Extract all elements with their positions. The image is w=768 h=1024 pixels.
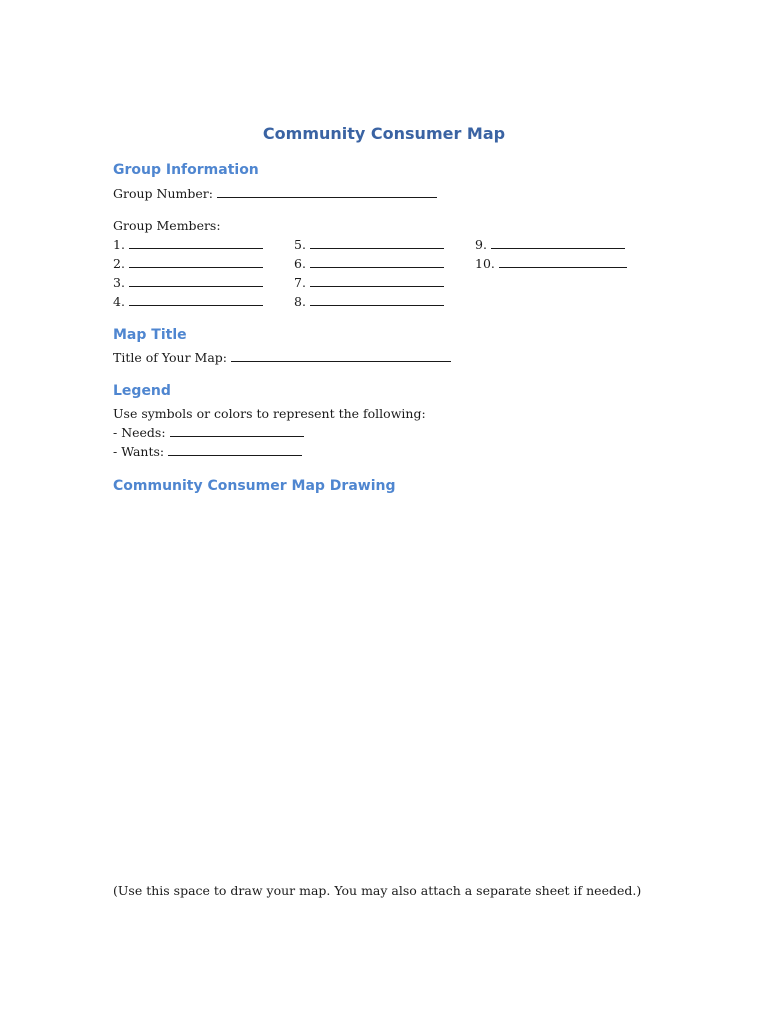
member-blank[interactable] — [129, 256, 263, 268]
map-drawing-heading: Community Consumer Map Drawing — [113, 478, 396, 494]
legend-instructions: Use symbols or colors to represent the following: — [113, 406, 426, 421]
drawing-note: (Use this space to draw your map. You may also attach a separate sheet if needed.) — [113, 883, 642, 898]
member-entry-7 — [294, 275, 444, 291]
needs-blank[interactable] — [170, 425, 304, 437]
member-entry-3 — [113, 275, 263, 291]
group-number-blank[interactable] — [217, 186, 437, 198]
member-blank[interactable] — [310, 256, 444, 268]
member-entry-1 — [113, 237, 263, 253]
member-blank[interactable] — [491, 237, 625, 249]
map-title-label: Title of Your Map: — [113, 350, 228, 365]
legend-wants-line — [113, 444, 302, 460]
member-entry-9 — [475, 237, 625, 253]
map-drawing-space[interactable] — [113, 505, 653, 875]
wants-label: - Wants: — [113, 444, 165, 459]
group-number-label: Group Number: — [113, 186, 213, 201]
member-entry-6 — [294, 256, 444, 272]
member-entry-8 — [294, 294, 444, 310]
member-entry-5 — [294, 237, 444, 253]
member-number: 7. — [294, 275, 306, 290]
member-entry-10 — [475, 256, 627, 272]
member-number: 10. — [475, 256, 495, 271]
member-number: 9. — [475, 237, 487, 252]
member-blank[interactable] — [129, 275, 263, 287]
member-number: 6. — [294, 256, 306, 271]
member-blank[interactable] — [129, 237, 263, 249]
member-blank[interactable] — [310, 294, 444, 306]
map-title-heading: Map Title — [113, 327, 187, 343]
member-blank[interactable] — [129, 294, 263, 306]
member-entry-4 — [113, 294, 263, 310]
group-number-line — [113, 186, 437, 202]
member-number: 2. — [113, 256, 125, 271]
needs-label: - Needs: — [113, 425, 166, 440]
member-number: 5. — [294, 237, 306, 252]
member-blank[interactable] — [310, 275, 444, 287]
wants-blank[interactable] — [168, 444, 302, 456]
member-number: 8. — [294, 294, 306, 309]
legend-needs-line — [113, 425, 304, 441]
page-title: Community Consumer Map — [262, 124, 506, 143]
group-members-label: Group Members: — [113, 218, 221, 233]
member-entry-2 — [113, 256, 263, 272]
map-title-line — [113, 350, 451, 366]
group-information-heading: Group Information — [113, 162, 259, 178]
member-number: 1. — [113, 237, 125, 252]
member-blank[interactable] — [310, 237, 444, 249]
member-number: 4. — [113, 294, 125, 309]
legend-heading: Legend — [113, 383, 171, 399]
member-blank[interactable] — [499, 256, 627, 268]
member-number: 3. — [113, 275, 125, 290]
map-title-blank[interactable] — [231, 350, 451, 362]
